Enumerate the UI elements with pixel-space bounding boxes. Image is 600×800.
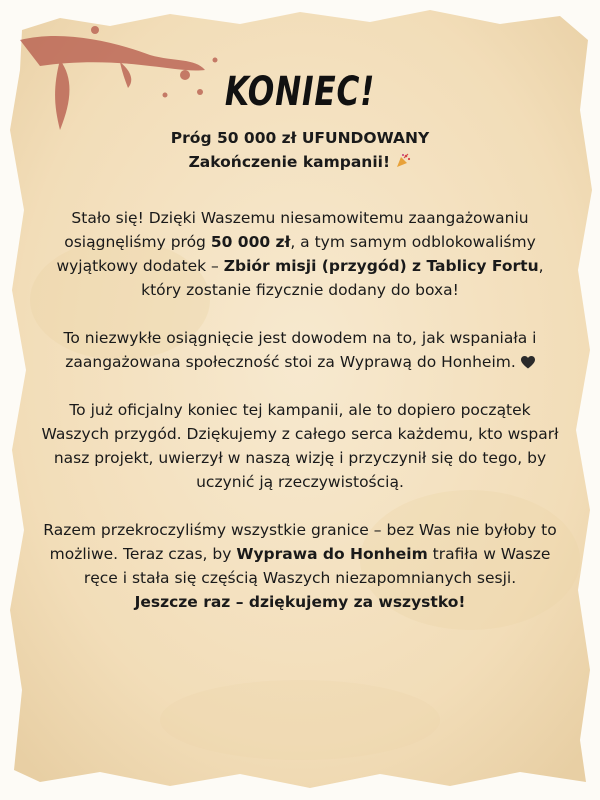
paragraph-together [40,518,560,590]
paragraph-community-text: To niezwykłe osiągnięcie jest dowodem na to, jak wspaniała i zaangażowana społeczność stoi za Wyprawą do Honheim. [63,329,537,371]
paragraph-milestone [40,206,560,302]
paragraph-milestone-text-3: , który zostanie fizycznie dodany do boxa! [141,257,544,299]
paragraph-milestone-text-2: , a tym samym odblokowaliśmy wyjątkowy dodatek – [56,233,536,275]
paragraph-community [40,326,560,374]
subtitle-line-1: Próg 50 000 zł UFUNDOWANY [170,129,430,147]
party-popper-icon [395,153,411,169]
paragraph-thanks: To już oficjalny koniec tej kampanii, ale to dopiero początek Waszych przygód. Dziękujemy z całego serca każdemu, kto wsparł nasz projekt, uwierzył w naszą wizję i przyczynił się do tego, by uczynić ją rzeczywistością. [41,401,559,491]
milestone-amount: 50 000 zł [210,233,291,251]
content [40,68,560,614]
paragraph-together-text-2: trafiła w Wasze ręce i stała się częścią Waszych niezapomnianych sesji. [83,545,551,587]
game-name: Wyprawa do Honheim [236,545,428,563]
subtitle-line-2 [40,150,560,174]
unlocked-addon-name: Zbiór misji (przygód) z Tablicy Fortu [223,257,539,275]
subtitle-line-2-text: Zakończenie kampanii! [188,153,391,171]
paragraph-together-text-1: Razem przekroczyliśmy wszystkie granice – bez Was nie byłoby to możliwe. Teraz czas, by [43,521,557,563]
paragraph-milestone-text-1: Stało się! Dzięki Waszemu niesamowitemu zaangażowaniu osiągnęliśmy próg [64,209,529,251]
black-heart-icon [521,356,535,369]
closing-line: Jeszcze raz – dziękujemy za wszystko! [134,593,466,611]
page-title: KONIEC! [224,69,376,115]
